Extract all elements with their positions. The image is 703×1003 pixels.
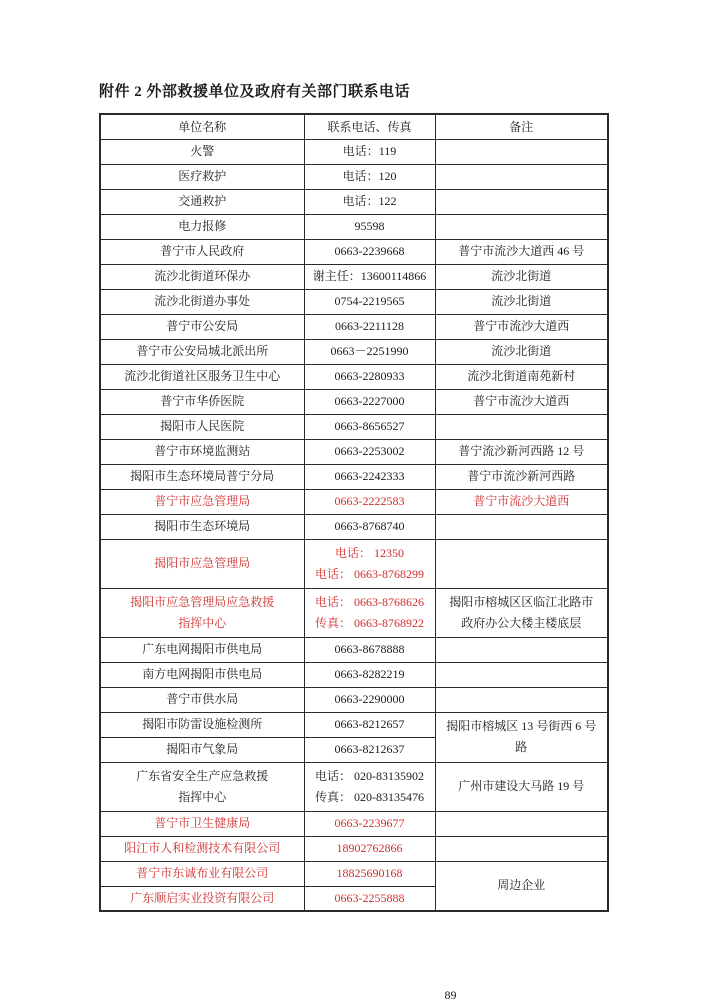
- cell-text: 95598: [354, 219, 385, 233]
- remark-cell: [435, 514, 608, 539]
- remark-cell: [435, 139, 608, 164]
- phone-fax-cell: [304, 439, 435, 464]
- remark-cell: [435, 588, 608, 637]
- remark-cell: [435, 762, 608, 811]
- remark-cell: [435, 414, 608, 439]
- remark-cell: [435, 811, 608, 836]
- cell-text: 普宁市公安局: [166, 319, 239, 333]
- cell-text: 普宁市供水局: [166, 692, 239, 706]
- table-row: [100, 836, 608, 861]
- unit-name-cell: [100, 139, 304, 164]
- cell-text: 指挥中心: [178, 615, 227, 630]
- cell-text: 揭阳市榕城区 13 号街西 6 号: [446, 719, 597, 733]
- phone-fax-cell: [304, 389, 435, 414]
- remark-cell: [435, 214, 608, 239]
- unit-name-cell: [100, 539, 304, 588]
- cell-text: 普宁流沙新河西路 12 号: [458, 444, 585, 458]
- cell-text: 普宁市流沙大道西: [473, 394, 570, 408]
- cell-text: 阳江市人和检测技术有限公司: [124, 841, 281, 855]
- cell-text: 政府办公大楼主楼底层: [461, 615, 582, 630]
- unit-name-cell: [100, 239, 304, 264]
- table-row: [100, 164, 608, 189]
- phone-fax-cell: [304, 164, 435, 189]
- remark-cell: [435, 687, 608, 712]
- cell-text: 交通救护: [178, 194, 227, 208]
- cell-text: 电话： 020-83135902: [315, 768, 424, 783]
- remark-cell: [435, 389, 608, 414]
- cell-text: 医疗救护: [178, 169, 227, 183]
- cell-text: 普宁市流沙大道西 46 号: [458, 244, 585, 258]
- unit-name-cell: [100, 514, 304, 539]
- remark-cell: [435, 164, 608, 189]
- remark-cell: [435, 239, 608, 264]
- cell-text: 揭阳市防雷设施检测所: [142, 717, 263, 731]
- unit-name-cell: [100, 762, 304, 811]
- cell-text: 0663-8212657: [334, 717, 405, 731]
- cell-text: 0663-8212637: [334, 742, 405, 756]
- phone-fax-cell: [304, 364, 435, 389]
- unit-name-cell: [100, 712, 304, 737]
- phone-fax-cell: [304, 239, 435, 264]
- phone-fax-cell: [304, 637, 435, 662]
- cell-text: 流沙北街道: [491, 294, 552, 308]
- cell-text: 0663-2227000: [334, 394, 405, 408]
- phone-fax-cell: [304, 464, 435, 489]
- remark-cell: [435, 339, 608, 364]
- cell-text: 普宁市人民政府: [160, 244, 245, 258]
- phone-fax-cell: [304, 737, 435, 762]
- remark-cell: [435, 364, 608, 389]
- phone-fax-cell: [304, 886, 435, 911]
- unit-name-cell: [100, 886, 304, 911]
- table-row: [100, 189, 608, 214]
- unit-name-cell: [100, 289, 304, 314]
- phone-fax-cell: [304, 861, 435, 886]
- unit-name-cell: [100, 489, 304, 514]
- contact-table: [99, 113, 609, 912]
- cell-text: 传真： 0663-8768922: [315, 615, 424, 630]
- cell-text: 谢主任：13600114866: [312, 269, 427, 283]
- cell-text: 普宁市公安局城北派出所: [136, 344, 269, 358]
- table-row: [100, 662, 608, 687]
- cell-text: 0663-2290000: [334, 692, 405, 706]
- remark-cell: [435, 662, 608, 687]
- unit-name-cell: [100, 464, 304, 489]
- cell-text: 0663-8768740: [334, 519, 405, 533]
- table-body: [100, 139, 608, 911]
- page-title: 附件 2 外部救援单位及政府有关部门联系电话: [99, 84, 411, 100]
- cell-text: 18825690168: [336, 866, 403, 880]
- table-row: [100, 389, 608, 414]
- remark-cell: [435, 264, 608, 289]
- table-row: [100, 339, 608, 364]
- cell-text: 揭阳市生态环境局普宁分局: [130, 469, 275, 483]
- table-row: [100, 464, 608, 489]
- page-number: 89: [444, 988, 457, 1002]
- cell-text: 18902762866: [336, 841, 403, 855]
- cell-text: 揭阳市人民医院: [160, 419, 245, 433]
- cell-text: 揭阳市气象局: [166, 742, 239, 756]
- table-header-row: [100, 114, 608, 139]
- unit-name-cell: [100, 339, 304, 364]
- unit-name-cell: [100, 414, 304, 439]
- phone-fax-cell: [304, 214, 435, 239]
- cell-text: 0663-2255888: [334, 890, 405, 905]
- cell-text: 普宁市环境监测站: [154, 444, 251, 458]
- phone-fax-cell: [304, 289, 435, 314]
- cell-text: 普宁市流沙新河西路: [467, 469, 576, 483]
- unit-name-cell: [100, 836, 304, 861]
- cell-text: 0663-2239677: [334, 816, 405, 830]
- cell-text: 路: [515, 740, 528, 754]
- cell-text: 电话： 0663-8768626: [315, 594, 424, 609]
- cell-text: 揭阳市应急管理局应急救援: [130, 594, 275, 609]
- cell-text: 0754-2219565: [334, 294, 405, 308]
- table-row: [100, 861, 608, 886]
- cell-text: 电力报修: [178, 219, 227, 233]
- col-header-remark: 备注: [435, 114, 608, 139]
- table-row: [100, 239, 608, 264]
- cell-text: 0663-8282219: [334, 667, 405, 681]
- phone-fax-cell: [304, 588, 435, 637]
- cell-text: 电话：122: [342, 194, 397, 208]
- remark-cell: [435, 712, 608, 762]
- cell-text: 流沙北街道办事处: [154, 294, 251, 308]
- phone-fax-cell: [304, 662, 435, 687]
- remark-cell: [435, 539, 608, 588]
- cell-text: 揭阳市榕城区区临江北路市: [449, 594, 594, 609]
- remark-cell: [435, 439, 608, 464]
- cell-text: 广东省安全生产应急救援: [136, 768, 269, 783]
- cell-text: 广州市建设大马路 19 号: [458, 779, 585, 793]
- unit-name-cell: [100, 811, 304, 836]
- phone-fax-cell: [304, 762, 435, 811]
- cell-text: 揭阳市应急管理局: [154, 556, 251, 570]
- cell-text: 普宁市应急管理局: [154, 494, 251, 508]
- cell-text: 周边企业: [497, 878, 546, 893]
- unit-name-cell: [100, 687, 304, 712]
- cell-text: 传真： 020-83135476: [315, 789, 424, 804]
- table-row: [100, 414, 608, 439]
- unit-name-cell: [100, 662, 304, 687]
- phone-fax-cell: [304, 139, 435, 164]
- cell-text: 0663-2280933: [334, 369, 405, 383]
- cell-text: 0663-8656527: [334, 419, 405, 433]
- document-page: [99, 80, 609, 1002]
- cell-text: 普宁市东诚布业有限公司: [136, 866, 269, 880]
- unit-name-cell: [100, 588, 304, 637]
- table-row: [100, 364, 608, 389]
- cell-text: 电话：119: [342, 144, 397, 158]
- phone-fax-cell: [304, 489, 435, 514]
- cell-text: 0663-2211128: [334, 319, 405, 333]
- table-row: [100, 637, 608, 662]
- remark-cell: [435, 289, 608, 314]
- phone-fax-cell: [304, 687, 435, 712]
- unit-name-cell: [100, 189, 304, 214]
- unit-name-cell: [100, 637, 304, 662]
- phone-fax-cell: [304, 339, 435, 364]
- unit-name-cell: [100, 389, 304, 414]
- cell-text: 0663-2222583: [334, 494, 405, 508]
- table-row: [100, 712, 608, 737]
- table-row: [100, 762, 608, 811]
- cell-text: 广东顺启实业投资有限公司: [130, 890, 275, 905]
- unit-name-cell: [100, 164, 304, 189]
- remark-cell: [435, 464, 608, 489]
- cell-text: 0663－2251990: [330, 344, 409, 358]
- table-row: [100, 314, 608, 339]
- phone-fax-cell: [304, 836, 435, 861]
- unit-name-cell: [100, 314, 304, 339]
- cell-text: 流沙北街道: [491, 344, 552, 358]
- table-row: [100, 139, 608, 164]
- cell-text: 普宁市卫生健康局: [154, 816, 251, 830]
- table-row: [100, 264, 608, 289]
- phone-fax-cell: [304, 811, 435, 836]
- cell-text: 揭阳市生态环境局: [154, 519, 251, 533]
- unit-name-cell: [100, 861, 304, 886]
- cell-text: 0663-8678888: [334, 642, 405, 656]
- phone-fax-cell: [304, 189, 435, 214]
- cell-text: 电话： 0663-8768299: [315, 566, 424, 581]
- remark-cell: [435, 637, 608, 662]
- table-row: [100, 214, 608, 239]
- remark-cell: [435, 836, 608, 861]
- table-row: [100, 514, 608, 539]
- table-row: [100, 489, 608, 514]
- cell-text: 0663-2239668: [334, 244, 405, 258]
- cell-text: 广东电网揭阳市供电局: [142, 642, 263, 656]
- cell-text: 0663-2242333: [334, 469, 405, 483]
- phone-fax-cell: [304, 712, 435, 737]
- cell-text: 流沙北街道环保办: [154, 269, 251, 283]
- cell-text: 普宁市流沙大道西: [473, 319, 570, 333]
- cell-text: 南方电网揭阳市供电局: [142, 667, 263, 681]
- remark-cell: [435, 861, 608, 911]
- unit-name-cell: [100, 737, 304, 762]
- phone-fax-cell: [304, 264, 435, 289]
- phone-fax-cell: [304, 539, 435, 588]
- remark-cell: [435, 489, 608, 514]
- cell-text: 电话： 12350: [334, 545, 404, 560]
- cell-text: 普宁市华侨医院: [160, 394, 245, 408]
- table-row: [100, 687, 608, 712]
- cell-text: 流沙北街道: [491, 269, 552, 283]
- remark-cell: [435, 189, 608, 214]
- table-row: [100, 289, 608, 314]
- unit-name-cell: [100, 364, 304, 389]
- cell-text: 流沙北街道社区服务卫生中心: [124, 369, 281, 383]
- cell-text: 流沙北街道南苑新村: [467, 369, 576, 383]
- cell-text: 电话：120: [342, 169, 397, 183]
- phone-fax-cell: [304, 414, 435, 439]
- cell-text: 火警: [190, 144, 215, 158]
- phone-fax-cell: [304, 514, 435, 539]
- unit-name-cell: [100, 439, 304, 464]
- table-row: [100, 811, 608, 836]
- table-row: [100, 539, 608, 588]
- phone-fax-cell: [304, 314, 435, 339]
- col-header-unit-name: 单位名称: [100, 114, 304, 139]
- table-row: [100, 588, 608, 637]
- cell-text: 普宁市流沙大道西: [473, 494, 570, 508]
- remark-cell: [435, 314, 608, 339]
- cell-text: 指挥中心: [178, 789, 227, 804]
- unit-name-cell: [100, 214, 304, 239]
- col-header-phone-fax: 联系电话、传真: [304, 114, 435, 139]
- unit-name-cell: [100, 264, 304, 289]
- table-row: [100, 439, 608, 464]
- cell-text: 0663-2253002: [334, 444, 405, 458]
